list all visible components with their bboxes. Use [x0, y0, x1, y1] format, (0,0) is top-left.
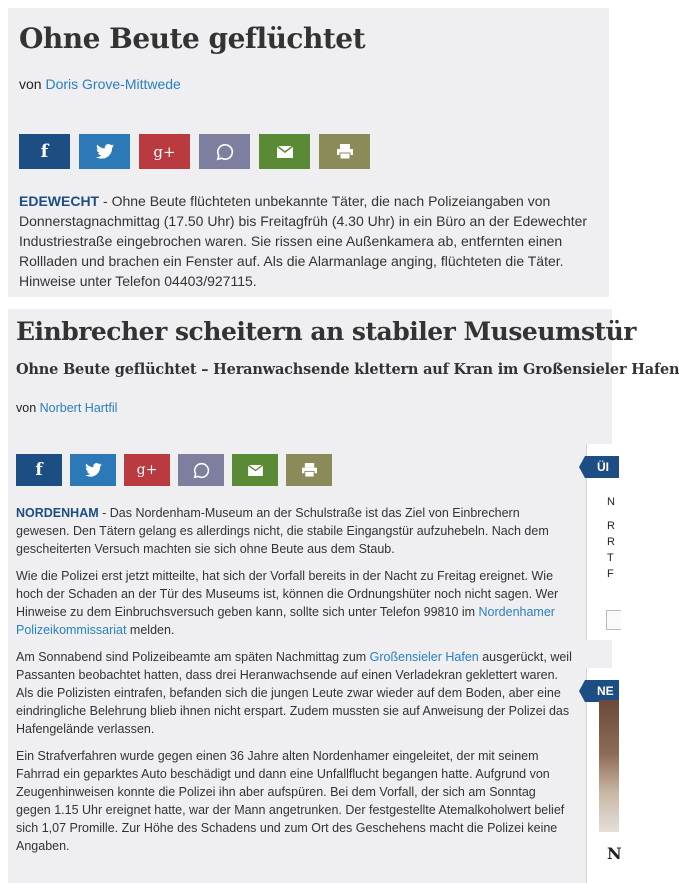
whatsapp-icon — [216, 143, 234, 161]
print-icon — [302, 463, 317, 477]
grossensieler-hafen-link[interactable]: Großensieler Hafen — [369, 650, 479, 664]
mail-icon — [277, 146, 293, 158]
paragraph-4: Ein Strafverfahren wurde gegen einen 36 Jahre alten Nordenhamer eingeleitet, der mit seinem Fahrrad ein geparktes Auto beschädigt und dann eine Unfallflucht begangen hatte. Aufgrund von Zeugenhinweisen konnte die Polizei ihn aber aufspüren. Bei dem Vorfall, der sich am Sonntag gegen 1.15 Uhr ereignet hatte, war der Mann angetrunken. Der festgestellte Atemalkoholwert belief sich 1,07 Promille. Zur Höhe des Schadens und zum Ort des Geschehens macht die Polizei keine Angaben. — [16, 749, 565, 853]
byline — [19, 76, 181, 92]
sidebar-list-item[interactable]: R — [607, 536, 615, 548]
share-whatsapp-button[interactable] — [199, 134, 250, 169]
share-twitter-button[interactable] — [79, 134, 130, 169]
article-card-1 — [8, 8, 609, 297]
sidebar-headline[interactable]: N — [607, 844, 622, 863]
facebook-icon: f — [40, 141, 49, 162]
share-googleplus-button[interactable] — [124, 454, 170, 486]
sidebar-box-news — [586, 668, 622, 883]
whatsapp-icon — [193, 462, 210, 479]
polizeikommissariat-link[interactable]: Nordenhamer Polizeikommissariat — [16, 605, 555, 637]
google-plus-icon: g+ — [136, 462, 158, 478]
paragraph-text: melden. — [126, 623, 175, 637]
article-card-2 — [8, 309, 679, 883]
paragraph-text: ausgerückt, weil Passanten beobachtet hatten, dass drei Heranwachsende auf einen Verladekran geklettert waren. Als die Polizisten eintrafen, befanden sich die jungen Leute zwar wieder auf dem Boden, aber eine eindringliche Belehrung blieb ihnen nicht erspart. Zudem mussten sie auf Anweisung der Polizei das Hafengelände verlassen. — [16, 650, 572, 736]
sidebar-list-item[interactable]: T — [607, 552, 614, 564]
print-button[interactable] — [286, 454, 332, 486]
mail-icon — [248, 465, 263, 476]
share-bar — [19, 134, 370, 169]
dateline: NORDENHAM — [16, 506, 99, 520]
sidebar-list — [607, 494, 615, 582]
dateline: EDEWECHT — [19, 193, 100, 209]
sidebar-list-item[interactable]: R — [607, 520, 615, 532]
byline — [16, 401, 117, 415]
paragraph-text: Wie die Polizei erst jetzt mitteilte, hat sich der Vorfall bereits in der Nacht zu Freitag ereignet. Wie hoch der Schaden an der Tür des Museums ist, können die Ordnungshüter noch nicht sagen. Wer Hinweise zu dem Einbruchsversuch geben kann, sollte sich unter Telefon 99810 im — [16, 569, 559, 619]
author-link[interactable]: Doris Grove-Mittwede — [45, 76, 181, 92]
article-body-text: - Ohne Beute flüchteten unbekannte Täter, die nach Polizeiangaben von Donnerstagnachmittag (17.50 Uhr) bis Freitagfrüh (4.30 Uhr) in ein Büro an der Edewechter Industriestraße eingebrochen waren. Sie rissen eine Außenkamera ab, entfernten einen Rollladen und brachen ein Fenster auf. Als die Alarmanlage anging, flüchteten die Täter. Hinweise unter Telefon 04403/927115. — [19, 193, 588, 289]
sidebar-photo[interactable] — [599, 700, 619, 832]
share-mail-button[interactable] — [259, 134, 310, 169]
print-icon — [337, 144, 353, 159]
print-button[interactable] — [319, 134, 370, 169]
article-body — [16, 504, 572, 864]
sidebar-box-overview — [586, 444, 619, 640]
paragraph-text: Am Sonnabend sind Polizeibeamte am späten Nachmittag zum — [16, 650, 370, 664]
article-title: Einbrecher scheitern an stabiler Museumstür — [16, 317, 636, 346]
sidebar-list-item[interactable]: N — [607, 496, 615, 508]
share-twitter-button[interactable] — [70, 454, 116, 486]
share-mail-button[interactable] — [232, 454, 278, 486]
article-title: Ohne Beute geflüchtet — [19, 22, 366, 55]
paragraph-1 — [16, 504, 572, 558]
sidebar-list-item[interactable]: F — [607, 568, 614, 580]
article-body — [19, 191, 605, 291]
author-link[interactable]: Norbert Hartfil — [39, 401, 118, 415]
sidebar-tag: ÜI — [585, 456, 619, 478]
share-facebook-button[interactable] — [16, 454, 62, 486]
paragraph-2 — [16, 567, 572, 639]
share-whatsapp-button[interactable] — [178, 454, 224, 486]
byline-prefix: von — [16, 401, 37, 415]
twitter-icon — [85, 463, 102, 477]
share-googleplus-button[interactable] — [139, 134, 190, 169]
sidebar-input[interactable] — [606, 610, 621, 630]
article-subtitle: Ohne Beute geflüchtet – Heranwachsende klettern auf Kran im Großensieler Hafen — [16, 361, 679, 378]
share-facebook-button[interactable] — [19, 134, 70, 169]
sidebar-tag: NE — [585, 680, 619, 702]
share-bar — [16, 454, 332, 486]
byline-prefix: von — [19, 76, 42, 92]
paragraph-3 — [16, 648, 572, 738]
facebook-icon: f — [35, 460, 43, 480]
paragraph-text: - Das Nordenham-Museum an der Schulstraße ist das Ziel von Einbrechern gewesen. Den Tätern gelang es allerdings nicht, die stabile Eingangstür aufzuhebeln. Nach dem gescheiterten Versuch machten sie sich ohne Beute aus dem Staub. — [16, 506, 549, 556]
google-plus-icon: g+ — [153, 142, 176, 161]
twitter-icon — [96, 144, 114, 159]
